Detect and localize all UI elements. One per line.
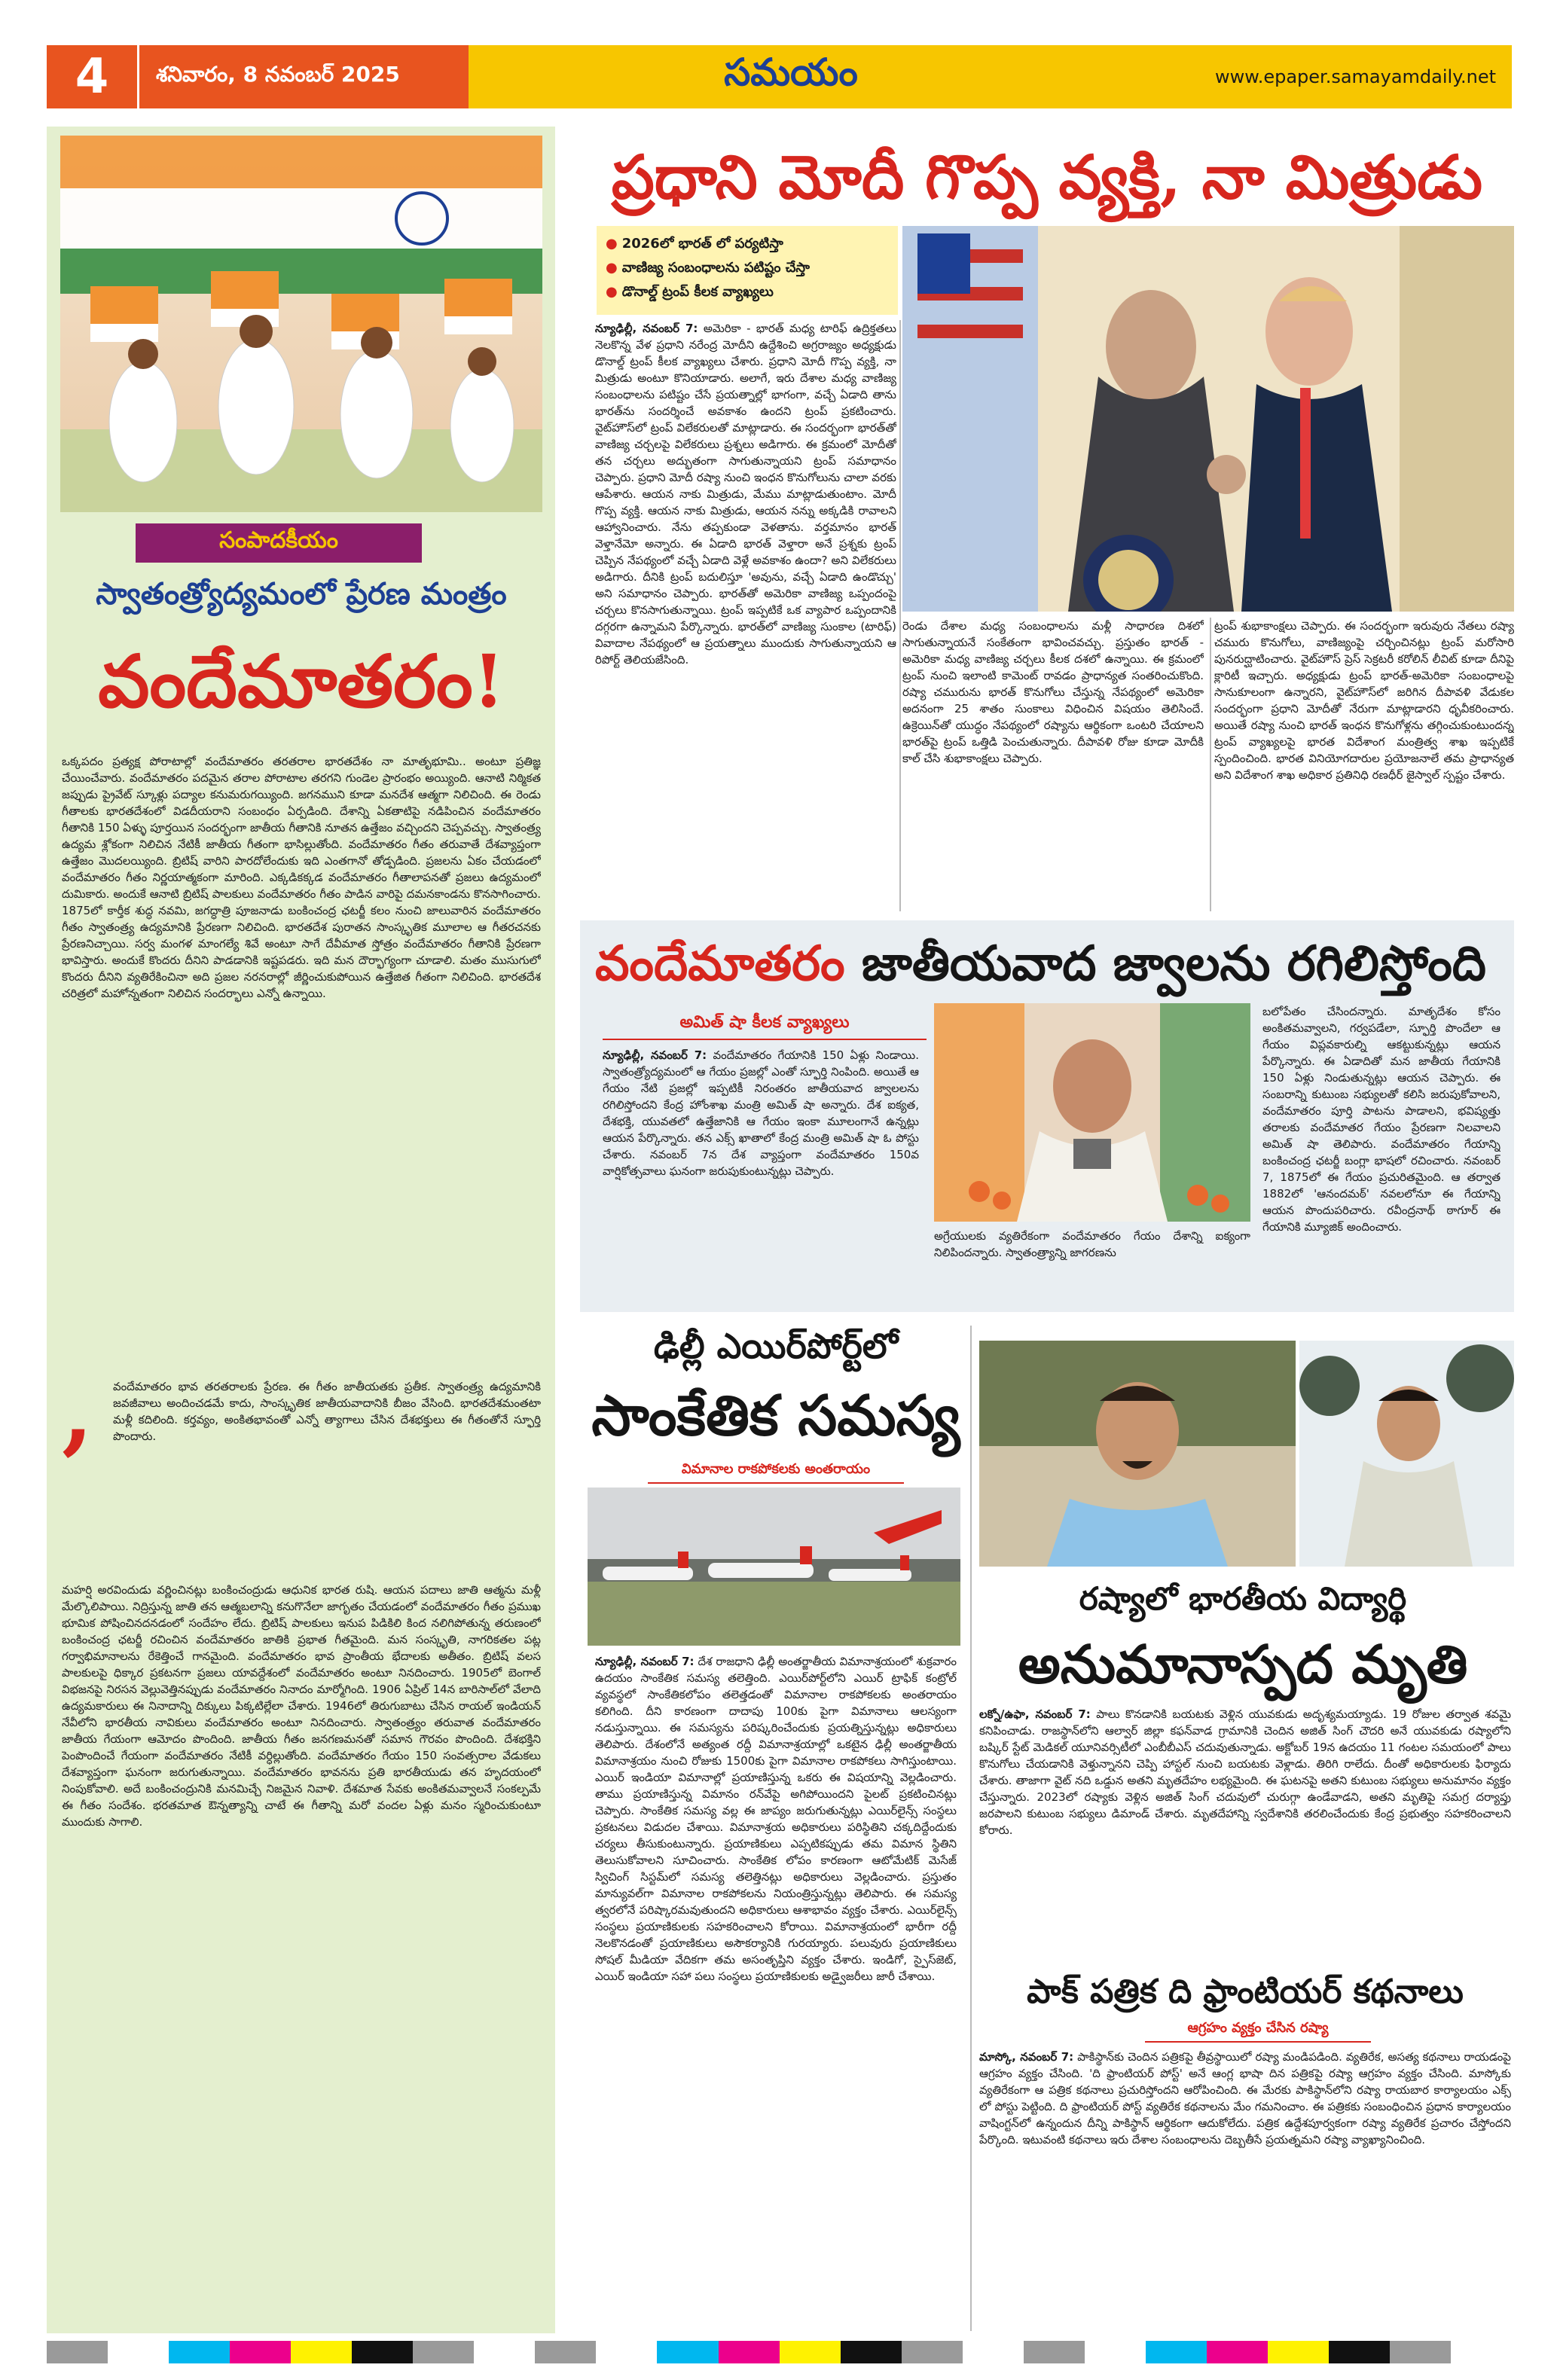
column-divider bbox=[899, 320, 901, 911]
student-story-body bbox=[979, 1706, 1511, 1958]
newspaper-logo: సమయం bbox=[724, 50, 858, 94]
vande-story-text: వందేమాతరం గేయానికి 150 ఏళ్లు నిండాయి. స్వాతంత్ర్యోద్యమంలో ఆ గేయం ప్రజల్లో ఎంతో స్ఫూర్తి నింపింది. అయితే ఆ గేయం నేటి ప్రజల్లో ఇప్పటికీ నిరంతరం జాతీయవాద జ్వాలలను రగిలిస్తోందని కేంద్ర హోంశాఖ మంత్రి అమిత్ షా అన్నారు. దేశ ఐక్యత, దేశభక్తి, యువతలో ఉత్తేజానికి ఆ గేయం ఇంకా మూలంగానే ఉన్నట్లు ఆయన పేర్కొన్నారు. తన ఎక్స్ ఖాతాలో కేంద్ర మంత్రి అమిత్ షా ఓ పోస్టు చేశారు. నవంబర్ 7న దేశ వ్యాప్తంగా వందేమాతరం 150వ వార్షికోత్సవాలు ఘనంగా జరుపుకుంటున్నట్లు చెప్పారు. bbox=[603, 1048, 919, 1178]
pak-story-text: పాకిస్థాన్‌కు చెందిన పత్రికపై తీవ్రస్థాయిలో రష్యా మండిపడింది. వ్యతిరేక, అసత్య కథనాలు రాయడంపై ఆగ్రహం వ్యక్తం చేసింది. 'ది ఫ్రాంటియర్ పోస్ట్' అనే ఆంగ్ల భాషా దిన పత్రికపై రష్యా ఆగ్రహం వ్యక్తం చేసింది. మాస్కోకు వ్యతిరేకంగా ఆ పత్రిక కథనాలు ప్రచురిస్తోందని ఆరోపించింది. ఈ మేరకు పాకిస్థాన్‌లోని రష్యా రాయబార కార్యాలయం ఎక్స్ లో పోస్టు పెట్టింది. ది ఫ్రాంటియర్ పోస్ట్ వ్యతిరేక కథనాలను మేం గమనించాం. ఈ పత్రికకు సంబంధించిన ప్రధాన కార్యాలయం వాషింగ్టన్‌లో ఉన్నందున దీన్ని పాకిస్థాన్ ఆర్థికంగా ఆదుకోలేదు. పత్రిక ఉద్దేశపూర్వకంగా రష్యా వ్యతిరేక ప్రచారం చేస్తోందని పేర్కొంది. ఇటువంటి కథనాలు ఇరు దేశాల సంబంధాలను దెబ్బతీసే ప్రయత్నమని రష్యా వ్యాఖ్యానించింది. bbox=[979, 2050, 1511, 2147]
column-divider bbox=[1210, 618, 1211, 911]
delhi-airport-photo bbox=[588, 1488, 960, 1646]
vande-story-subhead: అమిత్ షా కీలక వ్యాఖ్యలు bbox=[603, 1013, 927, 1040]
amit-shah-speaking-photo bbox=[934, 1003, 1250, 1222]
vande-headline-dark: జాతీయవాద జ్వాలను రగిలిస్తోంది bbox=[861, 935, 1486, 992]
student-story-kicker: రష్యాలో భారతీయ విద్యార్థి bbox=[1079, 1580, 1407, 1617]
airport-story-headline: సాంకేతిక సమస్య bbox=[591, 1384, 960, 1448]
page-number: 4 bbox=[47, 45, 137, 108]
pak-story-headline: పాక్ పత్రిక ది ఫ్రాంటియర్ కథనాలు bbox=[1027, 1973, 1464, 2011]
student-story-text: పాలు కొనడానికి బయటకు వెళ్లిన యువకుడు అదృశ్యమయ్యాడు. 19 రోజుల తర్వాత శవమై కనిపించాడు. రాజస్థాన్‌లోని ఆల్వార్ జిల్లా కఫన్‌వాడ గ్రామానికి చెందిన అజిత్ సింగ్ చౌదరి అనే యువకుడు రష్యాలోని బష్కిర్ స్టేట్ మెడికల్ యూనివర్సిటీలో ఎంబీబీఎస్ చదువుతున్నాడు. అక్టోబర్ 19న ఉదయం 11 గంటల సమయంలో పాలు కొనుగోలు చేయడానికి వెళ్తున్నానని చెప్పి హాస్టల్ నుంచి బయటకు వెళ్లాడు. తిరిగి రాలేదు. దీంతో అధికారులకు ఫిర్యాదు చేశారు. తాజాగా వైట్ నది ఒడ్డున అతని మృతదేహం లభ్యమైంది. ఈ ఘటనపై అతని కుటుంబ సభ్యులు అనుమానం వ్యక్తం చేస్తున్నారు. 2023లో రష్యాకు వెళ్లిన అజిత్ సింగ్ చదువులో చురుగ్గా ఉండేవాడని, అతని మృతిపై సమగ్ర దర్యాప్తు జరపాలని కుటుంబ సభ్యులు డిమాండ్ చేశారు. మృతదేహాన్ని స్వదేశానికి తరలించేందుకు కేంద్ర ప్రభుత్వం సహకరించాలని కోరారు. bbox=[979, 1707, 1511, 1837]
editorial-title: వందేమాతరం! bbox=[98, 639, 505, 724]
column-divider bbox=[970, 1326, 972, 2331]
student-story-headline: అనుమానాస్పద మృతి bbox=[1018, 1633, 1468, 1695]
vande-headline-red: వందేమాతరం bbox=[595, 935, 845, 992]
student-story-dateline: లక్నో/ఉఫా, నవంబర్ 7: bbox=[979, 1707, 1091, 1721]
main-story-body-part-2: రెండు దేశాల మధ్య సంబంధాలను మళ్లీ సాధారణ దిశలో సాగుతున్నాయనే సంకేతంగా భావించవచ్చు. ప్రస్తుతం భారత్ - అమెరికా మధ్య వాణిజ్య చర్చలు కీలక దశలో ఉన్నాయి. ఈ క్రమంలో ట్రంప్ నుంచి ఇలాంటి కామెంట్ రావడం ప్రాధాన్యత సంతరించుకొంది. రష్యా చమురును భారత్ కొనుగోలు చేస్తున్న నేపథ్యంలో అమెరికా అదనంగా 25 శాతం సుంకాలు విధించిన విషయం తెలిసిందే. ఉక్రెయిన్‌తో యుద్ధం నేపథ్యంలో రష్యాను ఆర్థికంగా ఒంటరి చేయాలని భారత్‌పై ట్రంప్ ఒత్తిడి పెంచుతున్నారు. దీపావళి రోజు కూడా మోదీకి కాల్ చేసి శుభాకాంక్షలు చెప్పారు. bbox=[902, 619, 1204, 765]
editorial-subtitle: స్వాతంత్ర్యోద్యమంలో ప్రేరణ మంత్రం bbox=[96, 576, 507, 612]
airport-story-subhead: విమానాల రాకపోకలకు అంతరాయం bbox=[648, 1461, 904, 1484]
main-story-dateline: న్యూఢిల్లీ, నవంబర్ 7: bbox=[595, 322, 698, 335]
editorial-body-part-2: వందేమాతరం భావ తరతరాలకు ప్రేరణ. ఈ గీతం జాతీయతకు ప్రతీక. స్వాతంత్ర్య ఉద్యమానికి జవజీవాలు అందించడమే కాదు, సాంస్కృతిక జాతీయవాదానికి బీజం వేసింది. భారతదేశమంతటా మళ్లీ కదిలింది. కర్తవ్యం, అంకితభావంతో ఎన్నో త్యాగాలు చేసిన దేశభక్తులు ఈ గీతంతోనే స్ఫూర్తి పొందారు. bbox=[113, 1380, 541, 1443]
vande-story-body-part-2: అగ్రేయులకు వ్యతిరేకంగా వందేమాతరం గేయం దేశాన్ని ఐక్యంగా నిలిపిందన్నారు. స్వాతంత్ర్యాన్ని జాగరణను bbox=[934, 1229, 1250, 1259]
quote-mark-icon: , bbox=[62, 1359, 93, 1465]
editorial-body-part-1: ఒక్కపదం ప్రత్యక్ష పోరాటాల్లో వందేమాతరం తరతరాల భారతదేశం నా మాతృభూమి.. అంటూ ప్రతిజ్ఞ చేయించేవారు. వందేమాతరం పదమైన తరాల పోరాటాల తరగని గుండెల ప్రారంభం అయ్యింది. ఆనాటి నిఠ్మికత జప్పుడు ప్రైవేట్ స్కూళ్లు పద్యాల కనుమరుగయ్యింది. జగనముని కూడా మనదేశ ఆత్మగా నిలిచింది. ఈ రెండు గీతాలకు భారతదేశంలో విడదీయరాని సంబంధం ఏర్పడింది. దేశాన్ని ఏకతాటిపై నడిపించిన వందేమాతరం గీతానికి 150 ఏళ్ళు పూర్తయిన సందర్భంగా జాతీయ గీతానికి నూతన ఉత్తేజం వచ్చిందని చెప్పవచ్చు. స్వాతంత్ర్య ఉద్యమ శ్లోకంగా నిలిచిన నేటికీ జాతీయ గీతంగా భాసిల్లుతోంది. వందేమాతరం గీతం తరువాతే దేశవ్యాప్తంగా ఉత్తేజం మొదలయ్యింది. బ్రిటిష్ వారిని పారదోలేందుకు ఇది ఎంతగానో తోడ్పడింది. ప్రజలను ఏకం చేయడంలో వందేమాతరం గీతం నిర్ణయాత్మకంగా మారింది. ఎక్కడికక్కడ వందేమాతరం గీతాలాపనతో ప్రజలు ఉద్యమంలో దుమికారు. అందుకే ఆనాటి బ్రిటిష్ పాలకులు వందేమాతరం గీతం పాడిన వారిపై దమనకాండను కొనసాగించారు. 1875లో కార్తీక శుద్ధ నవమి, జగద్ధాత్రి పూజనాడు బంకించంద్ర ఛటర్జీ కలం నుంచి జాలువారిన వందేమాతరం గీతం స్వాతంత్ర్య ఉద్యమానికి ప్రేరణగా నిలిచింది. భారతదేశ పురాతన సాంస్కృతిక మూలాల ఆ గీతరచనకు ప్రేరణనిచ్చాయి. సర్వ మంగళ మాంగల్యే శివే అంటూ సాగే దేవీమాత స్తోత్రం వందేమాతరం గీతానికి ప్రేరణగా భావిస్తారు. అందుకే కొందరు దీనిని పాడడానికి ఇష్టపడరు. ఇది మన దౌర్భాగ్యంగా చూడాలి. మతం ముసుగులో కొందరు దీనిని వ్యతిరేకించినా అది ప్రజల నరనరాల్లో జీర్ణించుకుపోయిన ఉత్తేజిత గీతంగా నిలిచింది. భారతదేశ చరిత్రలో మహోన్నతంగా నిలిచిన సందర్భాలు ఎన్నో ఉన్నాయి. bbox=[62, 755, 541, 1000]
vande-story-body-part-1 bbox=[603, 1047, 919, 1303]
highlight-item: ● డొనాల్డ్ ట్రంప్ కీలక వ్యాఖ్యలు bbox=[606, 280, 889, 304]
student-portrait-photo bbox=[979, 1341, 1296, 1567]
main-story-highlights bbox=[597, 226, 898, 315]
airport-story-body bbox=[595, 1653, 957, 2331]
airport-story-kicker: ఢిల్లీ ఎయిర్‌పోర్ట్‌లో bbox=[653, 1326, 899, 1366]
main-story-headline: ప్రధాని మోదీ గొప్ప వ్యక్తి, నా మిత్రుడు bbox=[611, 142, 1483, 212]
issue-date: శనివారం, 8 నవంబర్ 2025 bbox=[137, 45, 469, 108]
main-story-body-part-1 bbox=[595, 320, 896, 911]
vande-story-headline bbox=[595, 926, 1499, 1002]
editorial-section-label: సంపాదకీయం bbox=[136, 523, 422, 563]
main-story-body-part-3: ట్రంప్ శుభాకాంక్షలు చెప్పారు. ఈ సందర్భంగా ఇరువురు నేతలు రష్యా చమురు కొనుగోలు, వాణిజ్యంపై చర్చించినట్లు ట్రంప్ మరోసారి పునరుద్ఘాటించారు. వైట్‌హౌస్ ప్రెస్ సెక్రటరీ కరోలిన్ లీవిట్ కూడా దీనిపై క్లారిటీ ఇచ్చారు. అధ్యక్షుడు ట్రంప్ భారత్-అమెరికా సంబంధాలపై సానుకూలంగా ఉన్నారని, వైట్‌హౌస్‌లో జరిగిన దీపావళి వేడుకల సందర్భంగా ప్రధాని మోదీతో నేరుగా మాట్లాడారని ధృవీకరించారు. అయితే రష్యా నుంచి భారత్ ఇంధన కొనుగోళ్లను తగ్గించుకుంటుందన్న ట్రంప్ వ్యాఖ్యలపై భారత విదేశాంగ మంత్రిత్వ శాఖ ఇప్పటికే స్పందించింది. భారత వినియోగదారుల ప్రయోజనాలే తమ ప్రాధాన్యత అని విదేశాంగ శాఖ అధికార ప్రతినిధి రణధీర్ జైస్వాల్ స్పష్టం చేశారు. bbox=[1214, 619, 1514, 782]
pak-story-dateline: మాస్కో, నవంబర్ 7: bbox=[979, 2050, 1074, 2064]
student-in-snow-photo bbox=[1299, 1341, 1514, 1567]
children-with-flags-photo bbox=[60, 136, 542, 512]
airport-story-dateline: న్యూఢిల్లీ, నవంబర్ 7: bbox=[595, 1655, 695, 1668]
editorial-body-part-3: మహర్షి అరవిందుడు వర్ణించినట్లు బంకించంద్రుడు ఆధునిక భారత రుషి. ఆయన పదాలు జాతి ఆత్మను మళ్లీ మేల్కొలిపాయి. నిద్రిస్తున్న జాతి తన ఆత్మబలాన్ని కనుగొనేలా జాగృతం చేయడంలో వందేమాతరం గీతం ప్రముఖ భూమిక పోషించినదనడంలో సందేహం లేదు. బ్రిటిష్ పాలకులు ఇనుప పిడికిలి కింద నలిగిపోతున్న తరుణంలో బంకించంద్ర ఛటర్జీ రచించిన వందేమాతరం జాతికి ప్రభాత గీతమైంది. మన సంస్కృతి, నాగరికతల పట్ల గర్వాభిమానాలను రేకెత్తించే గానమైంది. వందేమాతరం భావ ప్రాంతీయ భేదాలకు అతీతం. బ్రిటిష్ వలస పాలకులపై ధిక్కార ప్రకటనగా ప్రజలు యావద్దేశంలో వందేమాతరం అంటూ నినదించారు. 1905లో బెంగాల్ విభజనపై నిరసన వెల్లువెత్తినప్పుడు వందేమాతరం నినాదం మార్మోగింది. 1906 ఏప్రిల్ 14న బారిసాల్‌లో వేలాది ఉద్యమకారులు ఈ నినాదాన్ని దిక్కులు పిక్కటిల్లేలా చేశారు. 1946లో తిరుగుబాటు చేసిన రాయల్ ఇండియన్ నేవీలోని భారతీయ నావికులు వందేమాతరం అంటూ నినదించారు. స్వాతంత్ర్యం తరువాత వందేమాతరం జాతీయ గేయంగా ఆమోదం పొందింది. జాతీయ గీతం జనగణమనతో సమాన గౌరవం పొందింది. దేశభక్తిని పెంపొందించే గేయంగా వందేమాతరం నేటికీ వర్ధిల్లుతోంది. వందేమాతరం గేయం 150 సంవత్సరాల వేడుకలు దేశవ్యాప్తంగా ఘనంగా జరుగుతున్నాయి. వందేమాతరం భావనను ప్రతి భారతీయుడు తన హృదయంలో నింపుకోవాలి. అదే బంకించంద్రునికి మనమిచ్చే నిజమైన నివాళి. దేశమాత సేవకు అంకితమవ్వాలనే సంకల్పమే ఈ గీతం సందేశం. భరతమాత ఔన్నత్యాన్ని చాటే ఈ గీతాన్ని మరో వందల ఏళ్లు మనం స్మరించుకుంటూ ముందుకు సాగాలి. bbox=[62, 1583, 541, 1829]
highlight-item: ● 2026లో భారత్ లో పర్యటిస్తా bbox=[606, 232, 889, 256]
modi-trump-handshake-photo bbox=[902, 226, 1514, 612]
print-color-strip bbox=[47, 2341, 1512, 2363]
site-url-link[interactable]: www.epaper.samayamdaily.net bbox=[1215, 66, 1496, 87]
airport-story-text: దేశ రాజధాని ఢిల్లీ అంతర్జాతీయ విమానాశ్రయంలో శుక్రవారం ఉదయం సాంకేతిక సమస్య తలెత్తింది. ఎయిర్‌పోర్ట్‌లోని ఎయిర్ ట్రాఫిక్ కంట్రోల్ వ్యవస్థలో సాంకేతికలోపం తలెత్తడంతో విమానాల రాకపోకలకు అంతరాయం కలిగింది. దీని కారణంగా దాదాపు 100కు పైగా విమానాలు ఆలస్యంగా నడుస్తున్నాయి. ఈ సమస్యను పరిష్కరించేందుకు ప్రయత్నిస్తున్నట్లు అధికారులు తెలిపారు. దేశంలోనే అత్యంత రద్దీ విమానాశ్రయాల్లో ఒకటైన ఢిల్లీ అంతర్జాతీయ విమానాశ్రయం నుంచి రోజుకు 1500కు పైగా విమానాల రాకపోకలు సాగిస్తుంటాయి. ఎయిర్ ఇండియా విమానాల్లో ప్రయాణిస్తున్న ఒకరు ఈ విషయాన్ని వెల్లడించారు. తాము ప్రయాణిస్తున్న విమానం రన్‌వేపై అగిపోయిందని పైలట్ ప్రకటించినట్లు చెప్పారు. సాంకేతిక సమస్య వల్ల ఈ జాప్యం జరుగుతున్నట్లు ఎయిర్‌లైన్స్ సంస్థలు ప్రకటనలు విడుదల చేశాయి. విమానాశ్రయ అధికారులు పరిస్థితిని చక్కదిద్దేందుకు చర్యలు తీసుకుంటున్నారు. ప్రయాణికులు ఎప్పటికప్పుడు తమ విమాన స్థితిని తెలుసుకోవాలని సూచించారు. సాంకేతిక లోపం కారణంగా ఆటోమేటిక్ మెసేజ్ స్విచింగ్ సిస్టమ్‌లో సమస్య తలెత్తినట్లు అధికారులు వెల్లడించారు. ప్రస్తుతం మాన్యువల్‌గా విమానాల రాకపోకలను నియంత్రిస్తున్నట్లు తెలిపారు. ఈ సమస్య త్వరలోనే పరిష్కారమవుతుందని అధికారులు ఆశాభావం వ్యక్తం చేశారు. ఎయిర్‌లైన్స్ సంస్థలు ప్రయాణికులకు సహకరించాలని కోరాయి. విమానాశ్రయంలో భారీగా రద్దీ నెలకొనడంతో ప్రయాణికులు అసౌకర్యానికి గురయ్యారు. పలువురు ప్రయాణికులు సోషల్ మీడియా వేదికగా తమ అసంతృప్తిని వ్యక్తం చేశారు. ఇండిగో, స్పైస్‌జెట్, ఎయిర్ ఇండియా సహా పలు సంస్థలు ప్రయాణికులకు అడ్వైజరీలు జారీ చేశాయి. bbox=[595, 1655, 957, 1983]
highlight-item: ● వాణిజ్య సంబంధాలను పటిష్టం చేస్తా bbox=[606, 256, 889, 280]
vande-story-body-part-3: బలోపేతం చేసిందన్నారు. మాతృదేశం కోసం అంకితమవ్వాలని, గర్వపడేలా, స్ఫూర్తి పొందేలా ఆ గేయం విప్లవకారుల్ని ఆకట్టుకున్నట్లు ఆయన పేర్కొన్నారు. ఈ ఏడాదితో మన జాతీయ గేయానికి 150 ఏళ్లు నిండుతున్నట్లు ఆయన చెప్పారు. ఈ సంబరాన్ని కుటుంబ సభ్యులతో కలిసి జరుపుకోవాలని, వందేమాతరం పూర్తి పాటను పాడాలని, భవిష్యత్తు తరాలకు వందేమాతర గేయం ప్రేరణగా నిలవాలని అమిత్ షా తెలిపారు. వందేమాతరం గేయాన్ని బంకించంద్ర ఛటర్జీ బంగ్లా భాషలో రచించారు. నవంబర్ 7, 1875లో ఈ గేయం ప్రచురితమైంది. ఆ తర్వాత 1882లో 'ఆనందమఠ్' నవలలోనూ ఈ గేయాన్ని ఆయన పొందుపరిచారు. రవీంద్రనాథ్ ఠాగూర్ ఈ గేయానికి మ్యూజిక్ అందించారు. bbox=[1262, 1005, 1501, 1234]
main-story-text: అమెరికా - భారత్ మధ్య టారిఫ్ ఉద్రిక్తతలు నెలకొన్న వేళ ప్రధాని నరేంద్ర మోదీని ఉద్దేశించి అగ్రరాజ్యం అధ్యక్షుడు డొనాల్డ్ ట్రంప్ కీలక వ్యాఖ్యలు చేశారు. ప్రధాని మోదీ గొప్ప వ్యక్తి, నా మిత్రుడు అంటూ కొనియాడారు. అలాగే, ఇరు దేశాల మధ్య వాణిజ్య సంబంధాలను పటిష్టం చేసే ప్రయత్నాల్లో భాగంగా, వచ్చే ఏడాది తాను భారత్‌ను సందర్శించే అవకాశం ఉందని ట్రంప్ ప్రకటించారు. వైట్‌హౌస్‌లో ట్రంప్ విలేకరులతో మాట్లాడారు. ఈ సందర్భంగా భారత్‌తో వాణిజ్య చర్చలపై విలేకరులు ప్రశ్నలు అడిగారు. ఈ క్రమంలో మోదీతో తన చర్చలు అద్భుతంగా సాగుతున్నాయని ట్రంప్ సమాధానం చెప్పారు. ప్రధాని మోదీ రష్యా నుంచి ఇంధన కొనుగోలును చాలా వరకు ఆపేశారు. ఆయన నాకు మిత్రుడు, మేము మాట్లాడుతుంటాం. మోదీ గొప్ప వ్యక్తి. ఆయన నాకు మిత్రుడు, ఆయన నన్ను అక్కడికి రావాలని ఆహ్వానించారు. నేను తప్పకుండా వెళతాను. వర్తమానం భారత్ వెళ్తానేమో అన్నారు. ఈ ఏడాది భారత్ వెళ్తారా అనే ప్రశ్నకు ట్రంప్ చెప్పిన నేపథ్యంలో వచ్చే ఏడాది వెళ్లే అవకాశం ఉందా? అని విలేకరులు అడిగారు. దీనికి ట్రంప్ బదులిస్తూ 'అవును, వచ్చే ఏడాది ఉండొచ్చు' అని సమాధానం చెప్పారు. భారత్‌తో అమెరికా వాణిజ్య ఒప్పందంపై చర్చలు కొనసాగుతున్నాయి. ట్రంప్ ఇప్పటికే ఒక వ్యాపార ఒప్పందానికి దగ్గరగా ఉన్నామని పేర్కొన్నారు. భారత్‌లో వాణిజ్య సుంకాల (టారిఫ్) వివాదాల నేపథ్యంలో ఆ ప్రయత్నాలు ముందుకు సాగుతున్నాయని ఆ రిపోర్ట్ తెలియజేసింది. bbox=[595, 322, 896, 667]
pak-story-body bbox=[979, 2049, 1511, 2335]
pak-story-subhead: ఆగ్రహం వ్యక్తం చేసిన రష్యా bbox=[1145, 2020, 1371, 2043]
vande-story-dateline: న్యూఢిల్లీ, నవంబర్ 7: bbox=[603, 1048, 707, 1062]
